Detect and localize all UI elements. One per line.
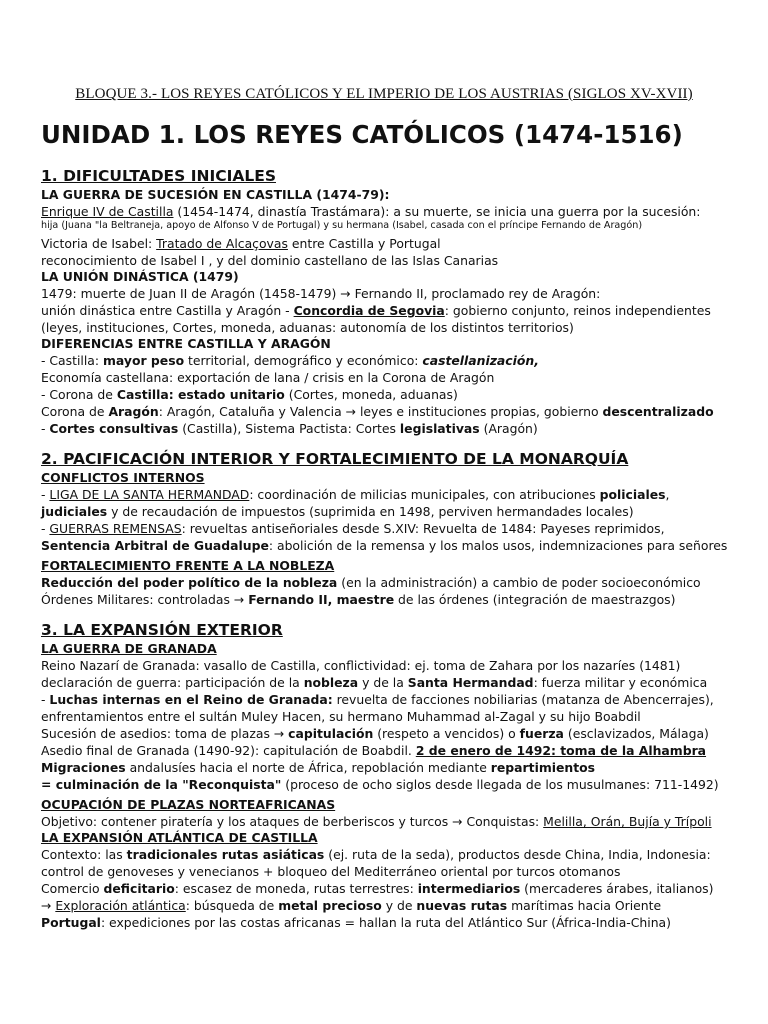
text-span: GUERRAS REMENSAS bbox=[49, 521, 182, 536]
text-span: intermediarios bbox=[417, 881, 521, 896]
text-span: declaración de guerra: participación de la bbox=[41, 675, 304, 690]
text-span: : búsqueda de bbox=[185, 898, 279, 913]
text-span: Castilla: estado unitario bbox=[116, 387, 285, 402]
subheading-ocupacion: OCUPACIÓN DE PLAZAS NORTEAFRICANAS bbox=[41, 797, 336, 812]
text-span: Luchas internas en el Reino de Granada: bbox=[49, 692, 333, 707]
text-span: LIGA DE LA SANTA HERMANDAD bbox=[49, 487, 250, 502]
subheading-conflictos: CONFLICTOS INTERNOS bbox=[41, 470, 205, 485]
text-span: Exploración atlántica bbox=[55, 898, 186, 913]
text-line bbox=[41, 914, 741, 931]
section-1-title: 1. DIFICULTADES INICIALES bbox=[41, 167, 276, 185]
text-span: : expediciones por las costas africanas = hallan la ruta del Atlántico Sur (África-India-China) bbox=[100, 915, 671, 930]
text-line: reconocimiento de Isabel I , y del dominio castellano de las Islas Canarias bbox=[41, 253, 499, 268]
text-line bbox=[41, 486, 741, 503]
text-line bbox=[41, 574, 741, 591]
text-span: (mercaderes árabes, italianos) bbox=[520, 881, 714, 896]
text-span: Comercio bbox=[41, 881, 104, 896]
text-line bbox=[41, 591, 741, 608]
text-line bbox=[41, 725, 741, 742]
text-span: castellanización, bbox=[422, 353, 539, 368]
text-span: Fernando II, maestre bbox=[248, 592, 395, 607]
text-span: deficitario bbox=[103, 881, 175, 896]
text-span: (respeto a vencidos) o bbox=[373, 726, 520, 741]
text-span: territorial, demográfico y económico: bbox=[184, 353, 423, 368]
text-line bbox=[41, 674, 741, 691]
text-line: control de genoveses y venecianos + bloqueo del Mediterráneo oriental por turcos otomanos bbox=[41, 864, 621, 879]
subheading-guerra-granada: LA GUERRA DE GRANADA bbox=[41, 641, 217, 656]
text-span: andalusíes hacia el norte de África, repoblación mediante bbox=[125, 760, 491, 775]
text-span: y de bbox=[381, 898, 417, 913]
text-span: Concordia de Segovia bbox=[293, 303, 445, 318]
text-span: Reducción del poder político de la nobleza bbox=[41, 575, 338, 590]
text-line: Reino Nazarí de Granada: vasallo de Castilla, conflictividad: ej. toma de Zahara por los nazaríes (1481) bbox=[41, 658, 681, 673]
text-line bbox=[41, 813, 741, 830]
text-span: Melilla, Orán, Bujía y Trípoli bbox=[543, 814, 712, 829]
text-span: - Corona de bbox=[41, 387, 117, 402]
text-span: policiales bbox=[599, 487, 666, 502]
text-span: descentralizado bbox=[602, 404, 714, 419]
document-body bbox=[41, 166, 741, 931]
subheading-union-dinastica: LA UNIÓN DINÁSTICA (1479) bbox=[41, 269, 239, 284]
block-heading: BLOQUE 3.- LOS REYES CATÓLICOS Y EL IMPERIO DE LOS AUSTRIAS (SIGLOS XV-XVII) bbox=[75, 86, 693, 102]
subheading-guerra-sucesion: LA GUERRA DE SUCESIÓN EN CASTILLA (1474-79): bbox=[41, 187, 390, 202]
text-span: → bbox=[41, 898, 56, 913]
section-2-title: 2. PACIFICACIÓN INTERIOR Y FORTALECIMIENTO DE LA MONARQUÍA bbox=[41, 450, 629, 468]
text-line bbox=[41, 352, 741, 369]
text-span: Cortes consultivas bbox=[49, 421, 179, 436]
text-span: Tratado de Alcaçovas bbox=[156, 236, 288, 251]
text-span: 2 de enero de 1492: toma de la Alhambra bbox=[415, 743, 707, 758]
text-span: = culminación de la "Reconquista" bbox=[41, 777, 282, 792]
text-span: - Castilla: bbox=[41, 353, 104, 368]
text-span: Sucesión de asedios: toma de plazas → bbox=[41, 726, 289, 741]
text-line: 1479: muerte de Juan II de Aragón (1458-1479) → Fernando II, proclamado rey de Aragón: bbox=[41, 286, 601, 301]
text-span: : coordinación de milicias municipales, con atribuciones bbox=[249, 487, 600, 502]
text-span: : Aragón, Cataluña y Valencia → leyes e instituciones propias, gobierno bbox=[158, 404, 603, 419]
text-line bbox=[41, 386, 741, 403]
text-span: Órdenes Militares: controladas → bbox=[41, 592, 249, 607]
text-line: enfrentamientos entre el sultán Muley Hacen, su hermano Muhammad al-Zagal y su hijo Boabdil bbox=[41, 709, 641, 724]
text-line bbox=[41, 503, 741, 520]
subheading-expansion-atlantica: LA EXPANSIÓN ATLÁNTICA DE CASTILLA bbox=[41, 830, 318, 845]
text-span: Sentencia Arbitral de Guadalupe bbox=[41, 538, 269, 553]
text-line bbox=[41, 897, 741, 914]
text-span: - bbox=[41, 421, 50, 436]
section-gap bbox=[41, 437, 741, 449]
text-line bbox=[41, 537, 741, 554]
unit-title: UNIDAD 1. LOS REYES CATÓLICOS (1474-1516) bbox=[41, 120, 683, 149]
text-line bbox=[41, 302, 741, 319]
text-span: : escasez de moneda, rutas terrestres: bbox=[174, 881, 418, 896]
text-span: nobleza bbox=[303, 675, 359, 690]
text-span: (ej. ruta de la seda), productos desde China, India, Indonesia: bbox=[324, 847, 711, 862]
section-gap bbox=[41, 608, 741, 620]
text-span: nuevas rutas bbox=[416, 898, 508, 913]
text-span: Migraciones bbox=[41, 760, 126, 775]
text-line bbox=[41, 691, 741, 708]
text-span: - bbox=[41, 487, 50, 502]
text-span: : gobierno conjunto, reinos independientes bbox=[444, 303, 711, 318]
text-span: Asedio final de Granada (1490-92): capitulación de Boabdil. bbox=[41, 743, 416, 758]
text-span: (Cortes, moneda, aduanas) bbox=[284, 387, 458, 402]
text-span: y de la bbox=[358, 675, 408, 690]
subheading-fortalecimiento: FORTALECIMIENTO FRENTE A LA NOBLEZA bbox=[41, 558, 335, 573]
text-line bbox=[41, 403, 741, 420]
text-line bbox=[41, 776, 741, 793]
text-span: Objetivo: contener piratería y los ataques de berberiscos y turcos → Conquistas: bbox=[41, 814, 544, 829]
text-span: , bbox=[665, 487, 670, 502]
text-line bbox=[41, 235, 741, 252]
text-line: Economía castellana: exportación de lana / crisis en la Corona de Aragón bbox=[41, 370, 495, 385]
text-span: unión dinástica entre Castilla y Aragón - bbox=[41, 303, 294, 318]
section-3-title: 3. LA EXPANSIÓN EXTERIOR bbox=[41, 621, 283, 639]
text-span: - bbox=[41, 692, 50, 707]
text-span: Santa Hermandad bbox=[407, 675, 534, 690]
text-span: repartimientos bbox=[490, 760, 596, 775]
text-span: : fuerza militar y económica bbox=[533, 675, 708, 690]
text-span: Corona de bbox=[41, 404, 109, 419]
text-span: Victoria de Isabel: bbox=[41, 236, 157, 251]
text-line bbox=[41, 742, 741, 759]
text-span: mayor peso bbox=[103, 353, 185, 368]
text-span: (proceso de ocho siglos desde llegada de los musulmanes: 711-1492) bbox=[281, 777, 719, 792]
text-span: : revueltas antiseñoriales desde S.XIV: Revuelta de 1484: Payeses reprimidos, bbox=[181, 521, 665, 536]
text-span: (Aragón) bbox=[479, 421, 538, 436]
text-span: judiciales bbox=[41, 504, 108, 519]
text-line bbox=[41, 759, 741, 776]
text-span: Contexto: las bbox=[41, 847, 127, 862]
text-span: (Castilla), Sistema Pactista: Cortes bbox=[178, 421, 400, 436]
text-line bbox=[41, 420, 741, 437]
text-span: : abolición de la remensa y los malos usos, indemnizaciones para señores bbox=[268, 538, 728, 553]
text-span: legislativas bbox=[399, 421, 480, 436]
text-span: de las órdenes (integración de maestrazgos) bbox=[394, 592, 676, 607]
text-line bbox=[41, 520, 741, 537]
text-span: Enrique IV de Castilla bbox=[41, 204, 174, 219]
text-span: fuerza bbox=[519, 726, 564, 741]
text-span: Portugal bbox=[41, 915, 101, 930]
text-span: Aragón bbox=[108, 404, 159, 419]
text-span: metal precioso bbox=[278, 898, 382, 913]
text-span: (1454-1474, dinastía Trastámara): a su muerte, se inicia una guerra por la sucesión: bbox=[173, 204, 701, 219]
text-span: tradicionales rutas asiáticas bbox=[126, 847, 325, 862]
text-span: y de recaudación de impuestos (suprimida en 1498, perviven hermandades locales) bbox=[107, 504, 634, 519]
text-line: (leyes, instituciones, Cortes, moneda, aduanas: autonomía de los distintos territorios) bbox=[41, 320, 574, 335]
text-span: - bbox=[41, 521, 50, 536]
subheading-diferencias: DIFERENCIAS ENTRE CASTILLA Y ARAGÓN bbox=[41, 336, 331, 351]
text-line bbox=[41, 846, 741, 863]
text-span: capitulación bbox=[288, 726, 374, 741]
text-span: entre Castilla y Portugal bbox=[287, 236, 441, 251]
text-span: marítimas hacia Oriente bbox=[507, 898, 662, 913]
text-line-small: hija (Juana "la Beltraneja, apoyo de Alfonso V de Portugal) y su hermana (Isabel, casada con el príncipe Fernando de Aragón) bbox=[41, 220, 643, 231]
text-span: revuelta de facciones nobiliarias (matanza de Abencerrajes), bbox=[332, 692, 714, 707]
text-span: (esclavizados, Málaga) bbox=[563, 726, 709, 741]
text-line bbox=[41, 880, 741, 897]
text-span: (en la administración) a cambio de poder socioeconómico bbox=[337, 575, 701, 590]
text-line bbox=[41, 203, 741, 220]
